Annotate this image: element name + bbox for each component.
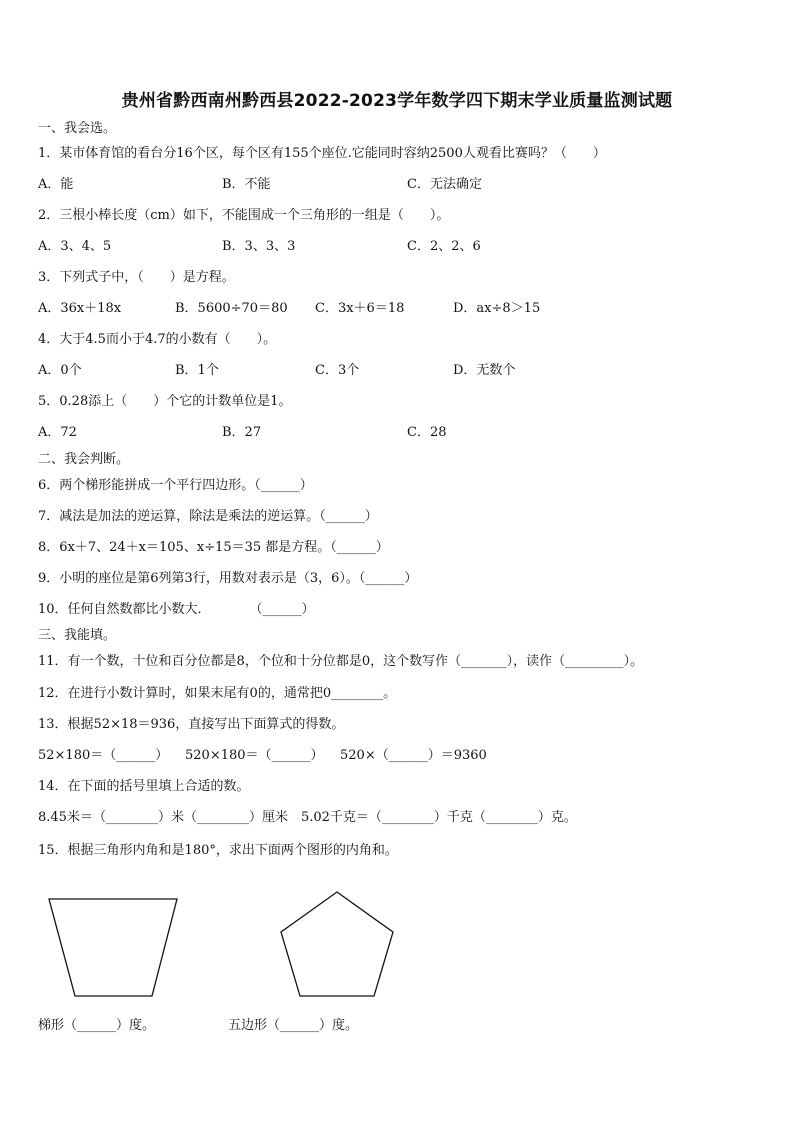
- q1-option-b: B．不能: [222, 177, 271, 192]
- section-heading-judge: 二、我会判断。: [38, 452, 130, 467]
- q4-option-d: D．无数个: [453, 363, 516, 378]
- q13-item-1: 52×180＝（______）: [38, 748, 169, 763]
- q13-item-3: 520×（______）＝9360: [340, 748, 487, 763]
- question-7: 7．减法是加法的逆运算，除法是乘法的逆运算。（______）: [38, 509, 378, 524]
- question-15: 15．根据三角形内角和是180°，求出下面两个图形的内角和。: [38, 843, 398, 858]
- pentagon-figure: [276, 888, 398, 1000]
- question-10: 10．任何自然数都比小数大． （______）: [38, 602, 315, 617]
- page-title: 贵州省黔西南州黔西县2022-2023学年数学四下期末学业质量监测试题: [121, 91, 673, 111]
- q2-option-b: B．3、3、3: [222, 239, 296, 254]
- question-9: 9．小明的座位是第6列第3行，用数对表示是（3，6）。（______）: [38, 571, 418, 586]
- question-13: 13．根据52×18＝936，直接写出下面算式的得数。: [38, 717, 345, 732]
- q4-option-b: B．1个: [175, 363, 219, 378]
- question-6: 6．两个梯形能拼成一个平行四边形。（______）: [38, 478, 313, 493]
- q5-option-c: C．28: [407, 425, 447, 440]
- q5-option-b: B．27: [222, 425, 262, 440]
- q5-option-a: A．72: [38, 425, 77, 440]
- section-heading-fill: 三、我能填。: [38, 628, 117, 643]
- q2-option-c: C．2、2、6: [407, 239, 481, 254]
- q3-option-b: B．5600÷70＝80: [175, 301, 288, 316]
- trapezoid-answer-label: 梯形（______）度。: [38, 1018, 156, 1033]
- trapezoid-figure: [44, 894, 184, 1000]
- q3-option-c: C．3x＋6＝18: [315, 301, 405, 316]
- q1-option-c: C．无法确定: [407, 177, 482, 192]
- question-3: 3．下列式子中，（ ）是方程。: [38, 270, 235, 285]
- question-14: 14．在下面的括号里填上合适的数。: [38, 779, 250, 794]
- question-1: 1．某市体育馆的看台分16个区，每个区有155个座位.它能同时容纳2500人观看比赛吗？（ ）: [38, 146, 606, 161]
- question-2: 2．三根小棒长度（cm）如下，不能围成一个三角形的一组是（ ）。: [38, 208, 450, 223]
- q3-option-a: A．36x＋18x: [38, 301, 122, 316]
- question-4: 4．大于4.5而小于4.7的小数有（ ）。: [38, 332, 277, 347]
- q13-item-2: 520×180＝（______）: [185, 748, 324, 763]
- section-heading-choose: 一、我会选。: [38, 121, 117, 136]
- question-5: 5．0.28添上（ ）个它的计数单位是1。: [38, 394, 292, 409]
- q14-conversion-line: 8.45米＝（________）米（________）厘米 5.02千克＝（________）千克（________）克。: [38, 810, 577, 825]
- q2-option-a: A．3、4、5: [38, 239, 112, 254]
- q3-option-d: D．ax÷8＞15: [453, 301, 541, 316]
- pentagon-answer-label: 五边形（______）度。: [228, 1018, 359, 1033]
- question-8: 8．6x＋7、24＋x＝105、x÷15＝35 都是方程。（______）: [38, 540, 389, 555]
- q1-option-a: A．能: [38, 177, 74, 192]
- q4-option-c: C．3个: [315, 363, 360, 378]
- question-11: 11．有一个数，十位和百分位都是8，个位和十分位都是0，这个数写作（_______），读作（_________）。: [38, 654, 644, 669]
- question-12: 12．在进行小数计算时，如果末尾有0的，通常把0________。: [38, 686, 397, 701]
- q4-option-a: A．0个: [38, 363, 82, 378]
